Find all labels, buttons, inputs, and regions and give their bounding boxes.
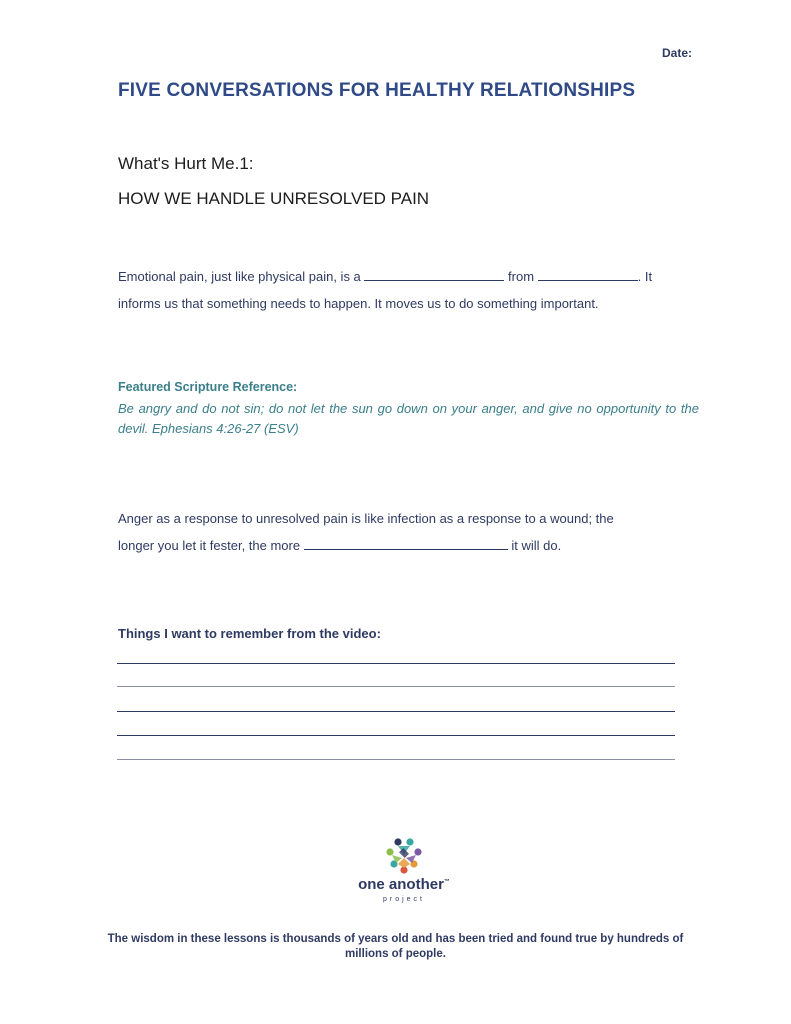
paragraph1-line2: informs us that something needs to happen. It moves us to do something important. (118, 296, 599, 311)
date-label: Date: (662, 46, 693, 60)
note-line[interactable] (117, 686, 675, 687)
paragraph-emotional-pain (118, 263, 652, 317)
note-line[interactable] (117, 663, 675, 664)
note-line[interactable] (117, 759, 675, 760)
footer-text: The wisdom in these lessons is thousands of years old and has been tried and found true by hundreds of millions of people. (107, 933, 684, 960)
paragraph1-part1: Emotional pain, just like physical pain, is a (118, 269, 361, 284)
paragraph2-line1: Anger as a response to unresolved pain is like infection as a response to a wound; the (118, 511, 614, 526)
paragraph2-part1: longer you let it fester, the more (118, 538, 301, 553)
page-title: FIVE CONVERSATIONS FOR HEALTHY RELATIONSHIPS (118, 80, 636, 101)
lesson-label: What's Hurt Me.1: (118, 154, 254, 173)
paragraph2-part2: it will do. (511, 538, 562, 553)
note-line[interactable] (117, 735, 675, 736)
one-another-logo-icon (384, 836, 424, 876)
paragraph1-part2: from (508, 269, 535, 284)
logo-trademark: ™ (443, 879, 450, 885)
lesson-title: HOW WE HANDLE UNRESOLVED PAIN (118, 189, 430, 208)
note-line[interactable] (117, 711, 675, 712)
notes-heading: Things I want to remember from the video: (118, 626, 381, 641)
logo-name: one another™ (358, 876, 450, 893)
fill-in-blank-1[interactable] (364, 266, 504, 281)
fill-in-blank-2[interactable] (538, 266, 638, 281)
logo-subtitle: project (382, 896, 425, 903)
scripture-text: Be angry and do not sin; do not let the sun go down on your anger, and give no opportunity to the devil. Ephesians 4:26-27 (ESV) (118, 401, 699, 436)
paragraph-anger (118, 505, 614, 559)
paragraph1-part3: . It (637, 269, 653, 284)
fill-in-blank-3[interactable] (304, 535, 508, 550)
scripture-heading: Featured Scripture Reference: (118, 380, 298, 394)
